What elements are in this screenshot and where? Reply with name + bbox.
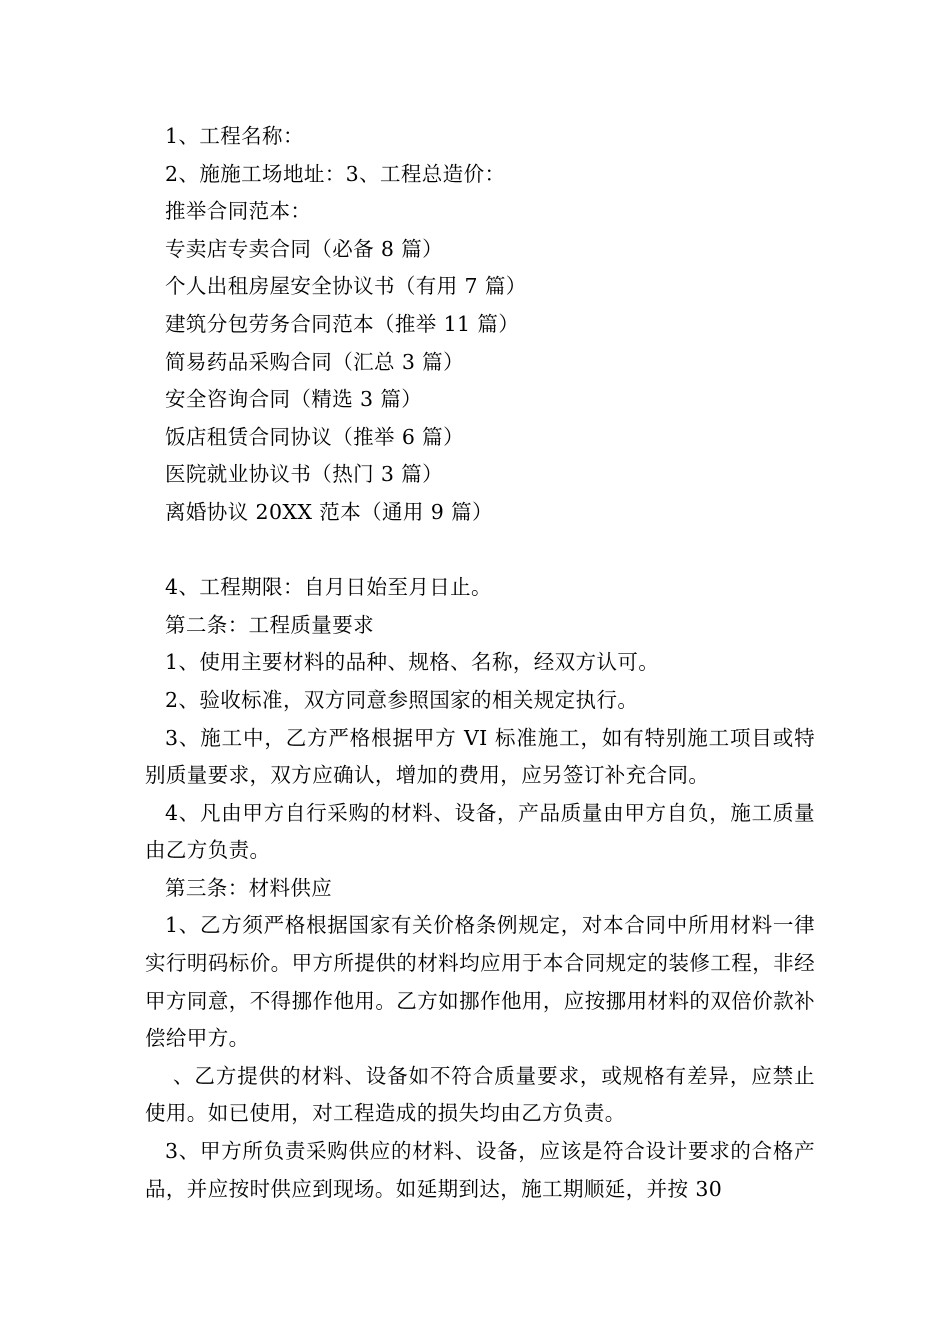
project-term-field: 4、工程期限：自月日始至月日止。 xyxy=(165,575,492,600)
section-3-item-3: 3、甲方所负责采购供应的材料、设备，应该是符合设计要求的合格产品，并应按时供应到现场。如延期到达，施工期顺延，并按 30 xyxy=(145,1139,815,1201)
recommend-item[interactable]: 医院就业协议书（热门 3 篇） xyxy=(165,462,444,487)
section-2-item-2: 2、验收标准，双方同意参照国家的相关规定执行。 xyxy=(165,687,639,712)
recommend-item[interactable]: 离婚协议 20XX 范本（通用 9 篇） xyxy=(165,499,493,524)
section-2-title: 第二条：工程质量要求 xyxy=(165,612,374,637)
recommend-item[interactable]: 简易药品采购合同（汇总 3 篇） xyxy=(165,349,464,374)
project-name-field: 1、工程名称： xyxy=(165,124,304,148)
section-2-item-4: 4、凡由甲方自行采购的材料、设备，产品质量由甲方自负，施工质量由乙方负责。 xyxy=(145,800,815,863)
section-2-item-1: 1、使用主要材料的品种、规格、名称，经双方认可。 xyxy=(165,650,660,675)
section-3-title: 第三条：材料供应 xyxy=(165,875,333,900)
recommend-item[interactable]: 建筑分包劳务合同范本（推举 11 篇） xyxy=(165,311,520,336)
section-2-item-3: 3、施工中，乙方严格根据甲方 VI 标准施工，如有特别施工项目或特别质量要求，双方应确认，增加的费用，应另签订补充合同。 xyxy=(145,725,815,788)
section-3-item-1: 1、乙方须严格根据国家有关价格条例规定，对本合同中所用材料一律实行明码标价。甲方所提供的材料均应用于本合同规定的装修工程，非经甲方同意，不得挪作他用。乙方如挪作他用，应按挪用材料的双倍价款补偿给甲方。 xyxy=(145,913,815,1051)
blank-line xyxy=(145,532,815,570)
recommend-heading: 推举合同范本： xyxy=(165,199,312,224)
section-3-item-2: 、乙方提供的材料、设备如不符合质量要求，或规格有差异，应禁止使用。如已使用，对工程造成的损失均由乙方负责。 xyxy=(145,1063,815,1126)
recommend-item[interactable]: 饭店租赁合同协议（推举 6 篇） xyxy=(165,424,464,449)
project-address-cost-field: 2、施施工场地址：3、工程总造价： xyxy=(165,161,506,186)
document-body xyxy=(145,118,815,1208)
recommend-item[interactable]: 安全咨询合同（精选 3 篇） xyxy=(165,387,423,412)
recommend-item[interactable]: 专卖店专卖合同（必备 8 篇） xyxy=(165,236,444,261)
recommend-item[interactable]: 个人出租房屋安全协议书（有用 7 篇） xyxy=(165,274,527,299)
